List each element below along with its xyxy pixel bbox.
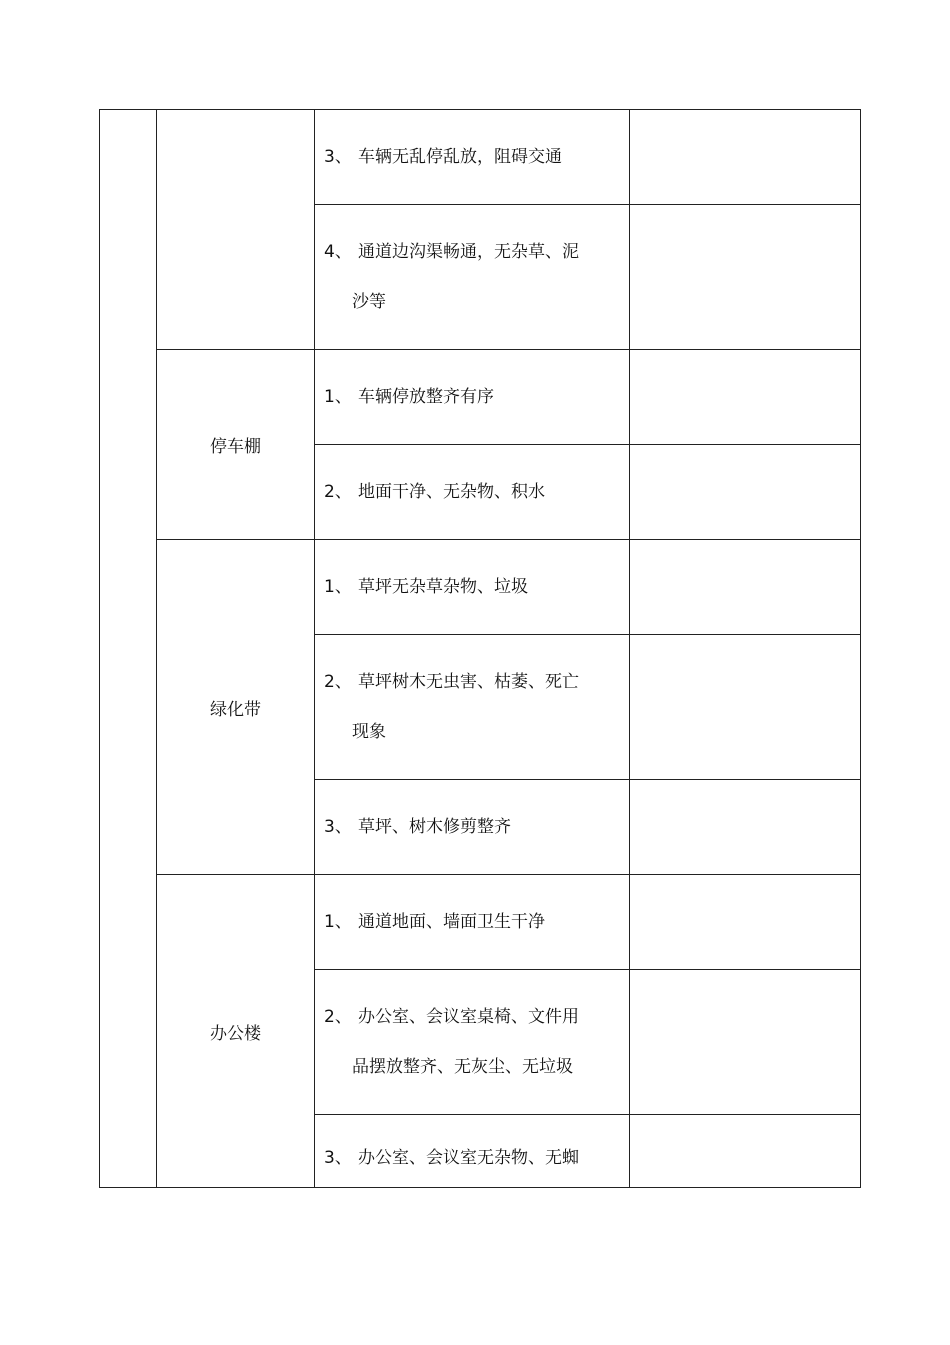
table-row xyxy=(100,350,861,445)
item-text: 车辆停放整齐有序 xyxy=(358,387,494,407)
check-item xyxy=(315,110,630,205)
item-text: 草坪无杂草杂物、垃圾 xyxy=(358,577,528,597)
category-cell xyxy=(100,110,157,1188)
item-text: 地面干净、无杂物、积水 xyxy=(358,482,545,502)
item-number: 1、 xyxy=(324,577,352,597)
area-cell: 绿化带 xyxy=(157,540,315,875)
item-text: 办公室、会议室桌椅、文件用 xyxy=(358,1007,579,1027)
item-text-continued: 现象 xyxy=(352,722,386,742)
check-item xyxy=(315,205,630,350)
table-row xyxy=(100,540,861,635)
check-item xyxy=(315,540,630,635)
check-item xyxy=(315,445,630,540)
table-row xyxy=(100,875,861,970)
result-cell[interactable] xyxy=(630,970,861,1115)
item-text: 草坪树木无虫害、枯萎、死亡 xyxy=(358,672,579,692)
item-number: 2、 xyxy=(324,1007,352,1027)
result-cell[interactable] xyxy=(630,540,861,635)
check-item xyxy=(315,635,630,780)
item-text: 车辆无乱停乱放，阻碍交通 xyxy=(358,147,562,167)
result-cell[interactable] xyxy=(630,350,861,445)
item-text: 通道边沟渠畅通，无杂草、泥 xyxy=(358,242,579,262)
item-number: 1、 xyxy=(324,912,352,932)
result-cell[interactable] xyxy=(630,445,861,540)
item-number: 3、 xyxy=(324,1148,352,1168)
check-item xyxy=(315,970,630,1115)
check-item xyxy=(315,780,630,875)
table-row xyxy=(100,110,861,205)
check-item xyxy=(315,875,630,970)
item-number: 1、 xyxy=(324,387,352,407)
check-item xyxy=(315,1115,630,1188)
area-cell: 办公楼 xyxy=(157,875,315,1188)
item-number: 3、 xyxy=(324,817,352,837)
item-number: 4、 xyxy=(324,242,352,262)
item-text: 通道地面、墙面卫生干净 xyxy=(358,912,545,932)
area-cell: 停车棚 xyxy=(157,350,315,540)
area-cell xyxy=(157,110,315,350)
check-item xyxy=(315,350,630,445)
item-text: 办公室、会议室无杂物、无蜘 xyxy=(358,1148,579,1168)
result-cell[interactable] xyxy=(630,110,861,205)
item-number: 2、 xyxy=(324,482,352,502)
item-text-continued: 品摆放整齐、无灰尘、无垃圾 xyxy=(352,1057,573,1077)
inspection-table xyxy=(99,109,861,1188)
item-number: 3、 xyxy=(324,147,352,167)
result-cell[interactable] xyxy=(630,635,861,780)
item-text-continued: 沙等 xyxy=(352,292,386,312)
item-text: 草坪、树木修剪整齐 xyxy=(358,817,511,837)
item-number: 2、 xyxy=(324,672,352,692)
result-cell[interactable] xyxy=(630,875,861,970)
result-cell[interactable] xyxy=(630,1115,861,1188)
result-cell[interactable] xyxy=(630,205,861,350)
result-cell[interactable] xyxy=(630,780,861,875)
